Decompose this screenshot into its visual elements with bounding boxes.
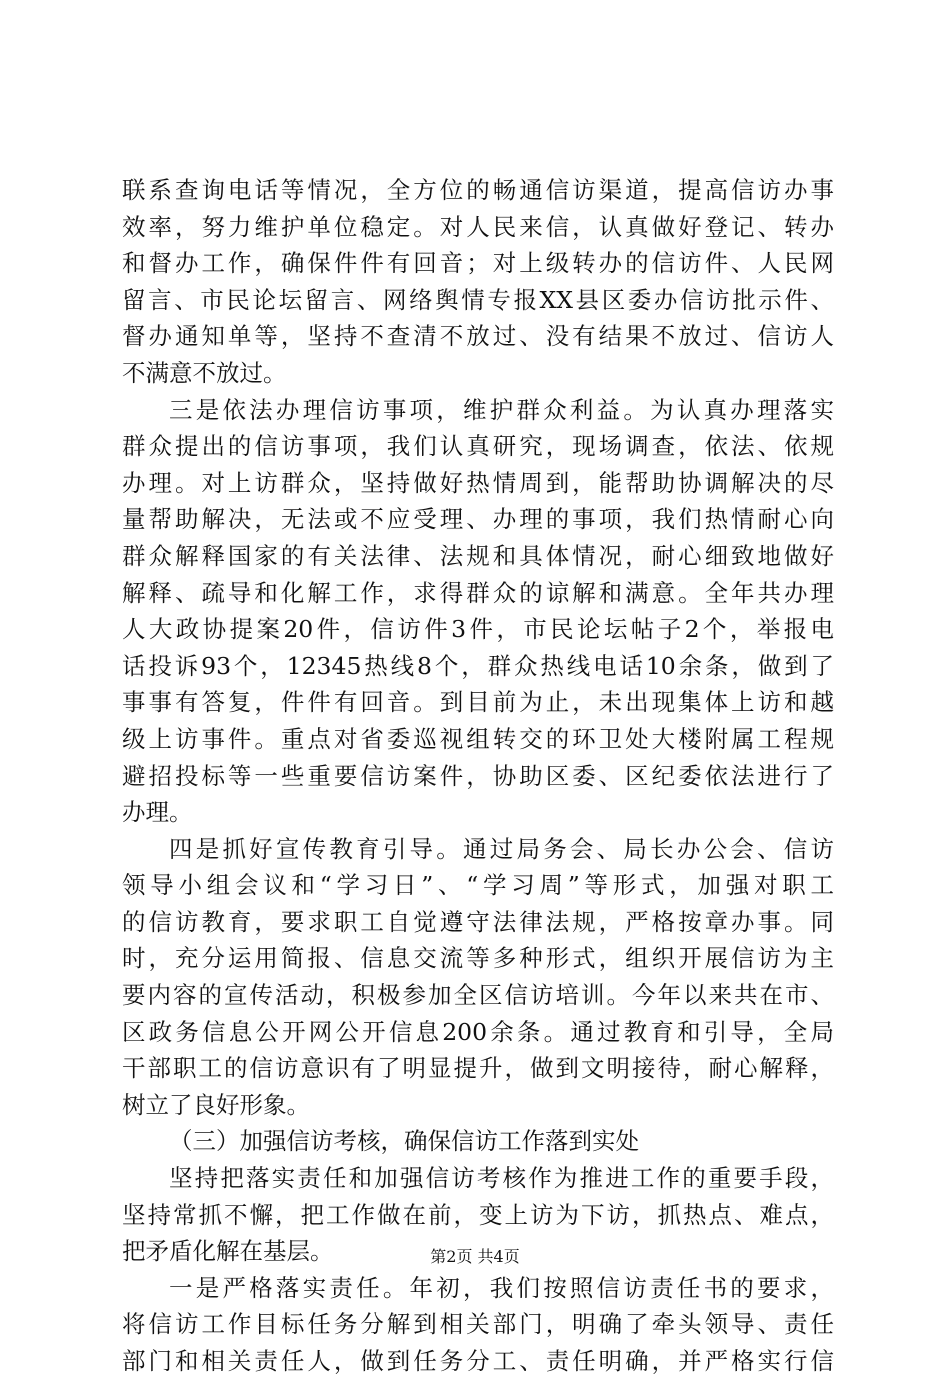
text-line: 督办通知单等，坚持不查清不放过、没有结果不放过、信访人 (122, 322, 834, 351)
text-line: 话投诉93个，12345热线8个，群众热线电话10余条，做到了 (122, 651, 834, 680)
text-line: 群众解释国家的有关法律、法规和具体情况，耐心细致地做好 (122, 541, 834, 570)
text-line: 不满意不放过。 (122, 358, 287, 387)
paragraph-heading-line: 三是依法办理信访事项，维护群众利益。为认真办理落实 (169, 395, 834, 424)
paragraph-heading-line: 一是严格落实责任。年初，我们按照信访责任书的要求， (169, 1273, 834, 1302)
text-line: 解释、疏导和化解工作，求得群众的谅解和满意。全年共办理 (122, 578, 834, 607)
text-line: 把矛盾化解在基层。 (122, 1237, 334, 1266)
text-line: 时，充分运用简报、信息交流等多种形式，组织开展信访为主 (122, 944, 834, 973)
text-line: 坚持常抓不懈，把工作做在前，变上访为下访，抓热点、难点， (122, 1200, 834, 1229)
text-line: 办理。 (122, 798, 193, 827)
text-line: 群众提出的信访事项，我们认真研究，现场调查，依法、依规 (122, 432, 834, 461)
text-line: 人大政协提案20件，信访件3件，市民论坛帖子2个，举报电 (122, 615, 834, 644)
text-line: 部门和相关责任人，做到任务分工、责任明确，并严格实行信 (122, 1347, 834, 1375)
paragraph-heading-line: 四是抓好宣传教育引导。通过局务会、局长办公会、信访 (169, 834, 834, 863)
text-line: 和督办工作，确保件件有回音；对上级转办的信访件、人民网 (122, 249, 834, 278)
text-line: 将信访工作目标任务分解到相关部门，明确了牵头领导、责任 (122, 1310, 834, 1339)
text-line: 树立了良好形象。 (122, 1090, 310, 1119)
text-line: 避招投标等一些重要信访案件，协助区委、区纪委依法进行了 (122, 761, 834, 790)
text-line: 区政务信息公开网公开信息200余条。通过教育和引导，全局 (122, 1017, 834, 1046)
text-line: 联系查询电话等情况，全方位的畅通信访渠道，提高信访办事 (122, 176, 834, 204)
text-line: 要内容的宣传活动，积极参加全区信访培训。今年以来共在市、 (122, 981, 834, 1010)
text-line: 留言、市民论坛留言、网络舆情专报XX县区委办信访批示件、 (122, 285, 834, 314)
text-line: 的信访教育，要求职工自觉遵守法律法规，严格按章办事。同 (122, 907, 834, 936)
text-line: 量帮助解决，无法或不应受理、办理的事项，我们热情耐心向 (122, 505, 834, 534)
text-line: 效率，努力维护单位稳定。对人民来信，认真做好登记、转办 (122, 212, 834, 241)
page-number-footer: 第2页 共4页 (430, 1247, 520, 1266)
text-line: 级上访事件。重点对省委巡视组转交的环卫处大楼附属工程规 (122, 724, 834, 753)
text-line: 事事有答复，件件有回音。到目前为止，未出现集体上访和越 (122, 688, 834, 717)
paragraph-heading-line: 坚持把落实责任和加强信访考核作为推进工作的重要手段， (169, 1164, 834, 1193)
section-heading: （三）加强信访考核，确保信访工作落到实处 (169, 1127, 639, 1156)
text-line: 领导小组会议和“学习日”、“学习周”等形式，加强对职工 (122, 871, 834, 900)
body-text (122, 172, 834, 1380)
text-line: 办理。对上访群众，坚持做好热情周到，能帮助协调解决的尽 (122, 468, 834, 497)
text-line: 干部职工的信访意识有了明显提升，做到文明接待，耐心解释， (122, 1054, 834, 1083)
